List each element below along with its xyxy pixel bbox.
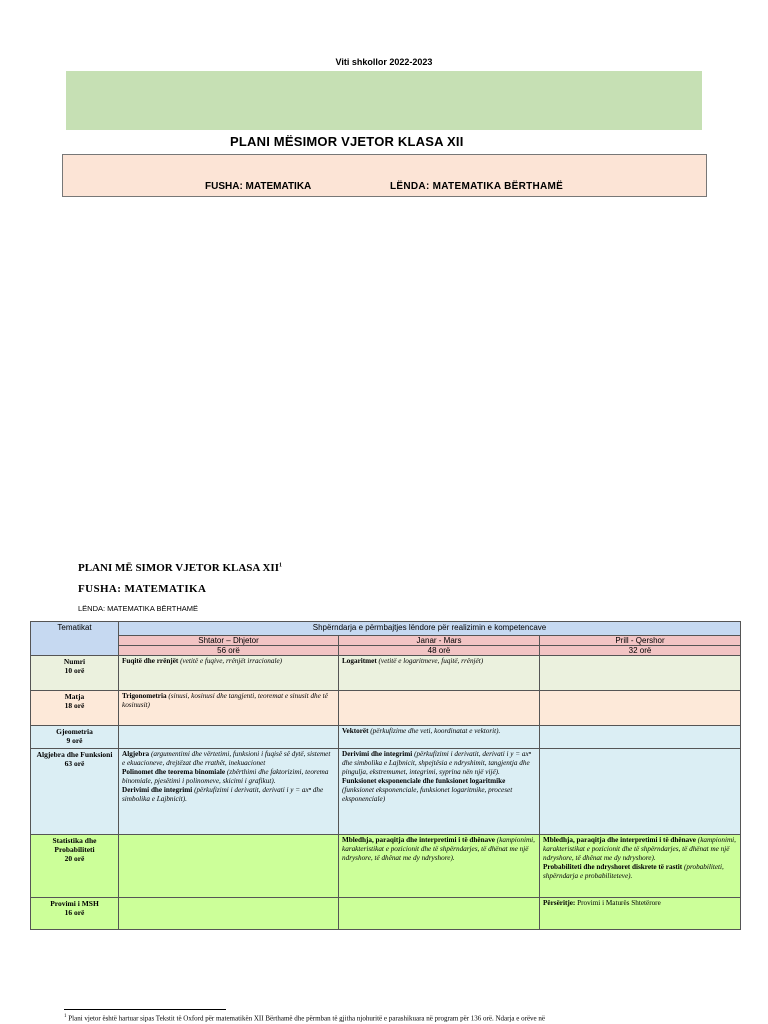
theme-cell: Statistika dhe Probabiliteti 20 orë <box>31 835 119 898</box>
table-row <box>31 691 741 726</box>
content-cell: Derivimi dhe integrimi (përkufizimi i derivatit, derivati i y = axⁿ dhe simbolika e Lajbnicit, shpejtësia e ndryshimit, tangjentja dhe pingulja, ekstremumet, integrimi, syprina nën një vijë). Funksionet eksponenciale dhe funksionet logaritmike (funksionet eksponenciale, funksionet logaritmike, proceset eksponenciale) <box>339 749 540 835</box>
content-cell <box>339 691 540 726</box>
content-cell <box>540 749 741 835</box>
term-name: Prill - Qershor <box>540 636 741 646</box>
content-cell: Mbledhja, paraqitja dhe interpretimi i të dhënave (kampionimi, karakteristikat e pozicionit dhe të shpërndarjes, të dhënat me një ndryshore, të dhënat me dy ndryshore). Probabiliteti dhe ndryshoret diskrete të rastit (probabiliteti, shpërndarja e probabiliteteve). <box>540 835 741 898</box>
header-tematikat: Tematikat <box>31 622 119 656</box>
theme-cell: Matja 18 orë <box>31 691 119 726</box>
section-field: FUSHA: MATEMATIKA <box>78 583 207 595</box>
content-cell: Fuqitë dhe rrënjët (vetitë e fuqive, rrënjët irracionale) <box>119 656 339 691</box>
section-title: PLANI MË SIMOR VJETOR KLASA XII$^1$ <box>78 562 282 574</box>
content-cell: Algjebra (argumentimi dhe vërtetimi, funksioni i fuqisë së dytë, sistemet e ekuacioneve, drejtëzat dhe rrathët, inekuacionet Polinomet dhe teorema binomiale (zbërthimi dhe faktorizimi, teorema binomiale, pjesëtimi i polinomeve, skicimi i grafikut). Derivimi dhe integrimi (përkufizimi i derivatit, derivati i y = axⁿ dhe simbolika e Lajbnicit). <box>119 749 339 835</box>
term-hours: 56 orë <box>119 646 339 656</box>
content-cell: Vektorët (përkufizime dhe veti, koordinatat e vektorit). <box>339 726 540 749</box>
content-cell: Trigonometria (sinusi, kosinusi dhe tangjenti, teoremat e sinusit dhe të kosinusit) <box>119 691 339 726</box>
term-hours: 48 orë <box>339 646 540 656</box>
table-row <box>31 749 741 835</box>
footnote-ref: 1 <box>279 562 282 569</box>
footnote-separator <box>64 1009 226 1010</box>
term-name: Shtator – Dhjetor <box>119 636 339 646</box>
term-name: Janar - Mars <box>339 636 540 646</box>
theme-cell: Provimi i MSH 16 orë <box>31 898 119 930</box>
content-cell <box>119 835 339 898</box>
content-cell: Përsëritje: Provimi i Maturës Shtetërore <box>540 898 741 930</box>
section-subject: LËNDA: MATEMATIKA BËRTHAMË <box>78 604 199 613</box>
content-cell <box>540 656 741 691</box>
content-cell <box>119 726 339 749</box>
school-year: Viti shkollor 2022-2023 <box>335 57 433 67</box>
header-banner <box>66 71 702 130</box>
content-cell <box>540 691 741 726</box>
content-cell: Logaritmet (vetitë e logaritmeve, fuqitë, rrënjët) <box>339 656 540 691</box>
content-cell <box>339 898 540 930</box>
page-title: PLANI MËSIMOR VJETOR KLASA XII <box>230 134 464 149</box>
content-cell <box>119 898 339 930</box>
field-label: FUSHA: MATEMATIKA <box>205 181 312 192</box>
content-cell: Mbledhja, paraqitja dhe interpretimi i të dhënave (kampionimi, karakteristikat e pozicionit dhe të shpërndarjes, të dhënat me një ndryshore, të dhënat me dy ndryshore). <box>339 835 540 898</box>
footnote: $^1$ Plani vjetor është hartuar sipas Tekstit të Oxford për matematikën XII Bërthamë dhe përmban të gjitha njohuritë e parashikuara në program për 136 orë. Ndarja e orëve në <box>64 1014 546 1023</box>
header-distribution: Shpërndarja e përmbajtjes lëndore për realizimin e kompetencave <box>119 622 741 636</box>
table-row <box>31 898 741 930</box>
term-hours: 32 orë <box>540 646 741 656</box>
table-row <box>31 726 741 749</box>
table-row <box>31 656 741 691</box>
table-row <box>31 835 741 898</box>
subject-label: LËNDA: MATEMATIKA BËRTHAMË <box>390 181 564 192</box>
theme-cell: Algjebra dhe Funksioni 63 orë <box>31 749 119 835</box>
content-cell <box>540 726 741 749</box>
theme-cell: Gjeometria 9 orë <box>31 726 119 749</box>
subject-box <box>62 154 707 197</box>
plan-table <box>30 621 741 930</box>
theme-cell: Numri 10 orë <box>31 656 119 691</box>
